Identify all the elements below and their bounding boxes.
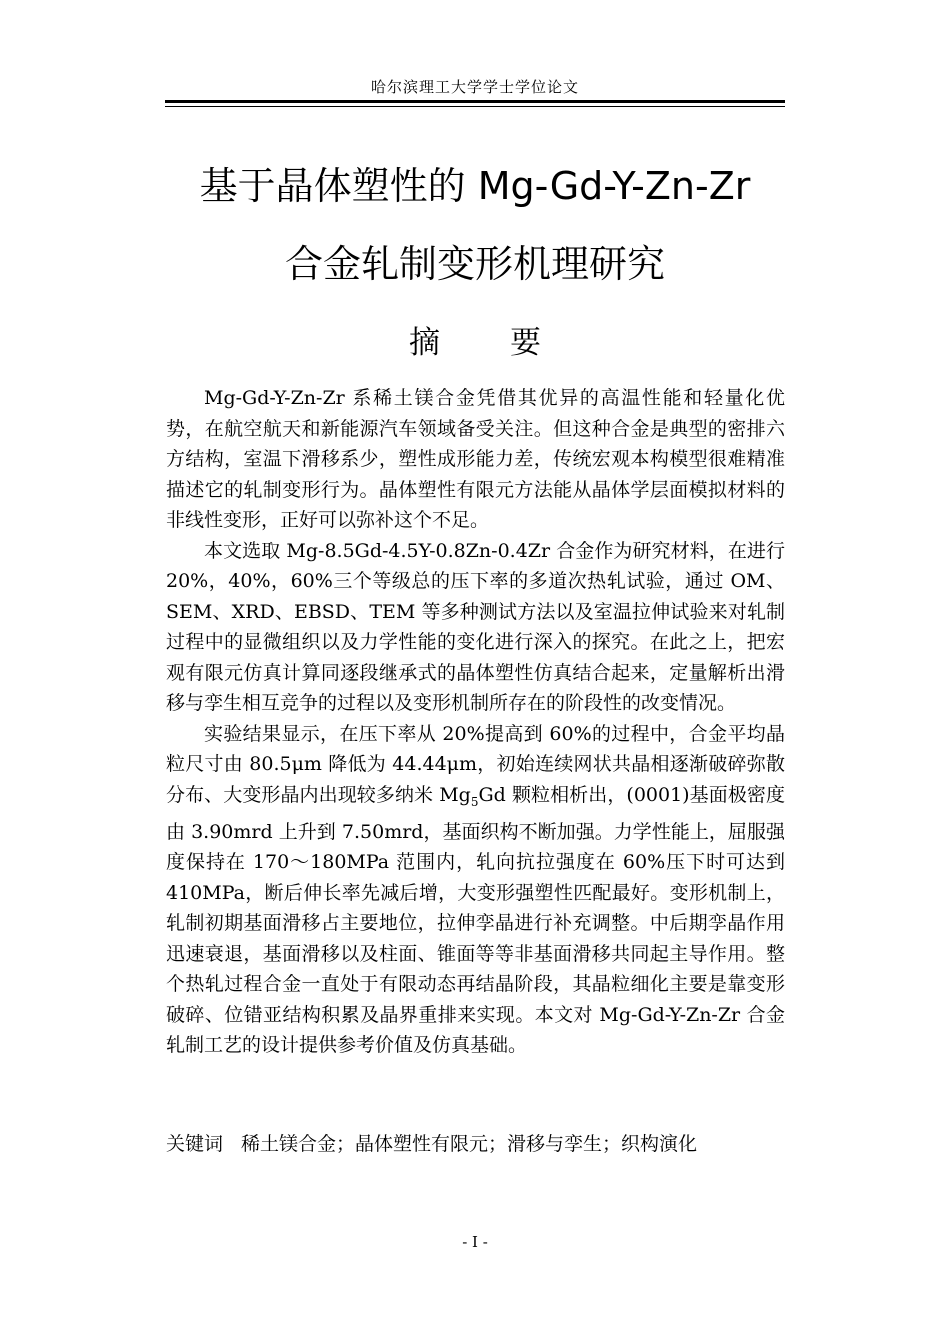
keywords-line: [166, 1129, 806, 1159]
header-rule-thin: [165, 106, 785, 107]
keywords-label: 关键词: [166, 1133, 224, 1155]
abstract-paragraph-2: 本文选取 Mg-8.5Gd-4.5Y-0.8Zn-0.4Zr 合金作为研究材料，在进行 20%，40%，60%三个等级总的压下率的多道次热轧试验，通过 OM、SEM、XRD、EBSD、TEM 等多种测试方法以及室温拉伸试验来对轧制过程中的显微组织以及力学性能的变化进行深入的探究。在此之上，把宏观有限元仿真计算同逐段继承式的晶体塑性仿真结合起来，定量解析出滑移与孪生相互竞争的过程以及变形机制所存在的阶段性的改变情况。: [166, 539, 785, 714]
abstract-paragraph-1: Mg-Gd-Y-Zn-Zr 系稀土镁合金凭借其优异的高温性能和轻量化优势，在航空航天和新能源汽车领域备受关注。但这种合金是典型的密排六方结构，室温下滑移系少，塑性成形能力差，传统宏观本构模型很难精准描述它的轧制变形行为。晶体塑性有限元方法能从晶体学层面模拟材料的非线性变形，正好可以弥补这个不足。: [166, 387, 785, 531]
keywords-text: 稀土镁合金；晶体塑性有限元；滑移与孪生；织构演化: [241, 1133, 698, 1155]
paragraph-3-text-end: Gd 颗粒相析出，(0001)基面极密度由 3.90mrd 上升到 7.50mrd，基面织构不断加强。力学性能上，屈服强度保持在 170～180MPa 范围内，轧向抗拉强度在 60%压下时可达到 410MPa，断后伸长率先减后增，大变形强塑性匹配最好。变形机制上，轧制初期基面滑移占主要地位，拉伸孪晶进行补充调整。中后期孪晶作用迅速衰退，基面滑移以及柱面、锥面等等非基面滑移共同起主导作用。整个热轧过程合金一直处于有限动态再结晶阶段，其晶粒细化主要是靠变形破碎、位错亚结构积累及晶界重排来实现。本文对 Mg-Gd-Y-Zn-Zr 合金轧制工艺的设计提供参考价值及仿真基础。: [166, 783, 785, 1057]
running-header: 哈尔滨理工大学学士学位论文: [370, 78, 579, 96]
page-number: - I -: [462, 1233, 488, 1251]
thesis-title-line-2: 合金轧制变形机理研究: [284, 242, 665, 286]
thesis-title-line-1: 基于晶体塑性的 Mg-Gd-Y-Zn-Zr: [199, 164, 751, 208]
paragraph-3-text-start: 实验结果显示，在压下率从 20%提高到 60%的过程中，合金平均晶粒尺寸由 80.5μm 降低为 44.44μm，初始连续网状共晶相逐渐破碎弥散分布、大变形晶内出现较多纳米 Mg: [166, 722, 785, 806]
abstract-body: [166, 383, 785, 1061]
abstract-paragraph-3: [166, 719, 785, 1061]
abstract-heading: 摘要: [409, 325, 611, 361]
header-rule-thick: [165, 100, 785, 103]
formula-subscript: 5: [470, 794, 479, 809]
